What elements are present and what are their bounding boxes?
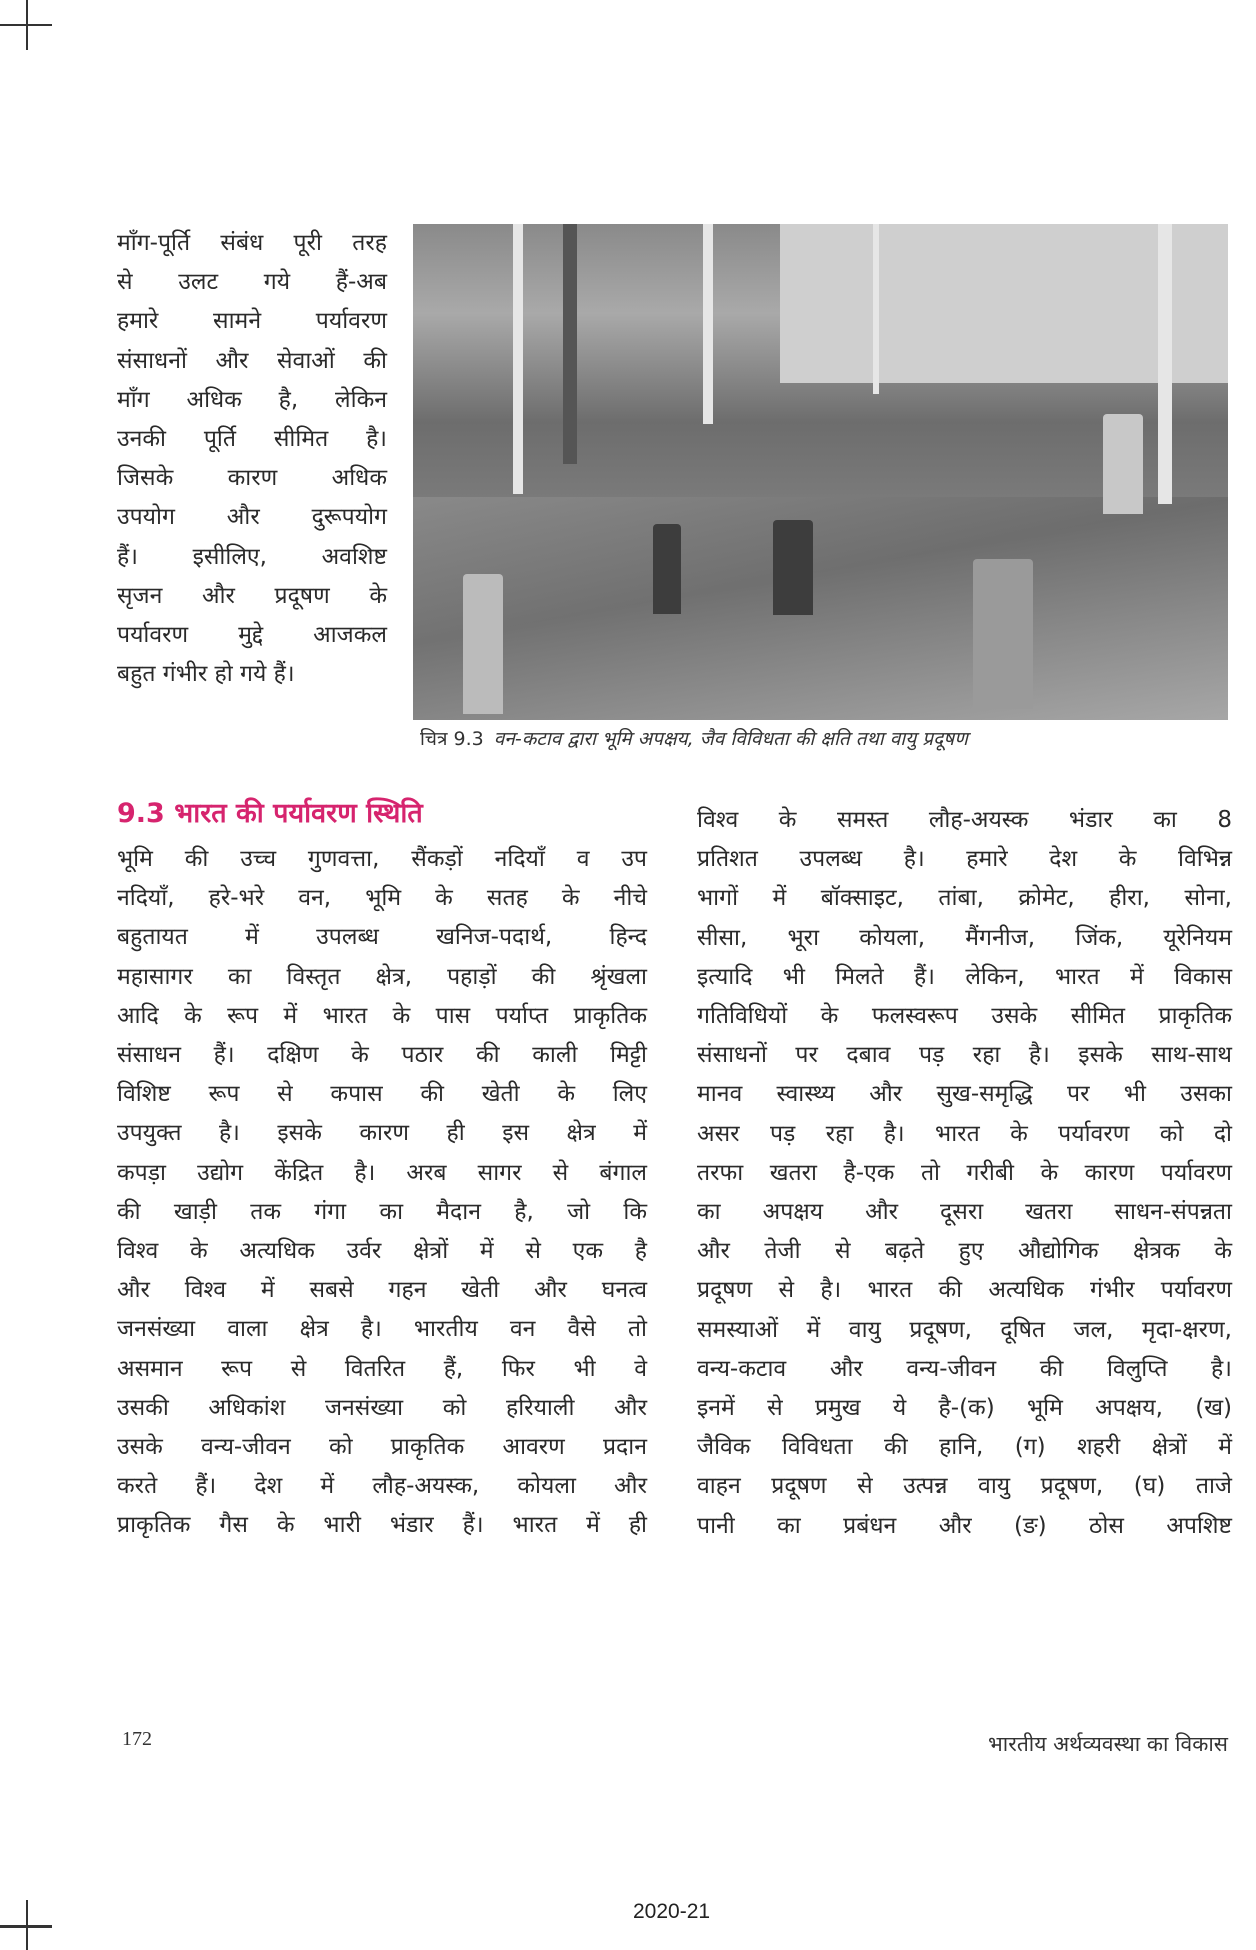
- text-line: महासागर का विस्तृत क्षेत्र, पहाड़ों की श्रृंखला: [117, 963, 647, 990]
- text-line: विश्व के समस्त लौह-अयस्क भंडार का 8: [697, 807, 1232, 833]
- text-line: माँग-पूर्ति संबंध पूरी तरह: [117, 230, 387, 256]
- text-line: और विश्व में सबसे गहन खेती और घनत्व: [117, 1277, 647, 1304]
- photo-stump: [653, 524, 681, 614]
- figure-caption-text: वन-कटाव द्वारा भूमि अपक्षय, जैव विविधता की क्षति तथा वायु प्रदूषण: [493, 728, 968, 750]
- right-column-paragraph: [697, 801, 1232, 1546]
- photo-tree-trunk: [873, 224, 879, 394]
- text-line: हैं। इसीलिए, अवशिष्ट: [117, 543, 387, 570]
- text-line: समस्याओं में वायु प्रदूषण, दूषित जल, मृदा-क्षरण,: [697, 1316, 1232, 1343]
- photo-tree-trunk: [1158, 224, 1172, 504]
- text-line: विशिष्ट रूप से कपास की खेती के लिए: [117, 1081, 647, 1108]
- text-line: संसाधनों और सेवाओं की: [117, 347, 387, 374]
- text-line: जनसंख्या वाला क्षेत्र है। भारतीय वन वैसे तो: [117, 1316, 647, 1343]
- text-line: बहुतायत में उपलब्ध खनिज-पदार्थ, हिन्द: [117, 924, 647, 951]
- text-line: वाहन प्रदूषण से उत्पन्न वायु प्रदूषण, (घ) ताजे: [697, 1473, 1232, 1500]
- photo-stump: [1103, 414, 1143, 514]
- text-line: इत्यादि भी मिलते हैं। लेकिन, भारत में विकास: [697, 963, 1232, 990]
- text-line: सीसा, भूरा कोयला, मैंगनीज, जिंक, यूरेनियम: [697, 924, 1232, 951]
- text-line: सृजन और प्रदूषण के: [117, 582, 387, 609]
- crop-mark-bottom-v: [26, 1900, 28, 1950]
- text-line: माँग अधिक है, लेकिन: [117, 386, 387, 413]
- text-line: का अपक्षय और दूसरा खतरा साधन-संपन्नता: [697, 1199, 1232, 1226]
- text-line: से उलट गये हैं-अब: [117, 269, 387, 296]
- photo-stump: [463, 574, 503, 714]
- photo-tree-trunk: [563, 224, 577, 464]
- photo-tree-trunk: [703, 224, 713, 424]
- text-line: करते हैं। देश में लौह-अयस्क, कोयला और: [117, 1473, 647, 1500]
- text-line: भागों में बॉक्साइट, तांबा, क्रोमेट, हीरा, सोना,: [697, 885, 1232, 912]
- text-line: जिसके कारण अधिक: [117, 465, 387, 492]
- photo-stump: [773, 520, 813, 615]
- text-line: गतिविधियों के फलस्वरूप उसके सीमित प्राकृतिक: [697, 1003, 1232, 1030]
- text-line: नदियाँ, हरे-भरे वन, भूमि के सतह के नीचे: [117, 885, 647, 912]
- text-line: जैविक विविधता की हानि, (ग) शहरी क्षेत्रों में: [697, 1434, 1232, 1461]
- text-line: संसाधन हैं। दक्षिण के पठार की काली मिट्टी: [117, 1042, 647, 1069]
- text-line: उपयोग और दुरूपयोग: [117, 504, 387, 531]
- text-line: हमारे सामने पर्यावरण: [117, 308, 387, 335]
- crop-mark-top-v: [26, 0, 28, 50]
- text-line: उसके वन्य-जीवन को प्राकृतिक आवरण प्रदान: [117, 1434, 647, 1461]
- text-line: प्रदूषण से है। भारत की अत्यधिक गंभीर पर्यावरण: [697, 1277, 1232, 1304]
- text-line: प्रतिशत उपलब्ध है। हमारे देश के विभिन्न: [697, 846, 1232, 873]
- text-line: बहुत गंभीर हो गये हैं।: [117, 661, 295, 688]
- text-line: असर पड़ रहा है। भारत के पर्यावरण को दो: [697, 1120, 1232, 1147]
- text-line: उनकी पूर्ति सीमित है।: [117, 426, 387, 453]
- text-line: पर्यावरण मुद्दे आजकल: [117, 622, 387, 649]
- text-line: कपड़ा उद्योग केंद्रित है। अरब सागर से बंगाल: [117, 1159, 647, 1186]
- figure-label: चित्र 9.3: [420, 728, 484, 750]
- text-line: वन्य-कटाव और वन्य-जीवन की विलुप्ति है।: [697, 1355, 1232, 1382]
- text-line: उसकी अधिकांश जनसंख्या को हरियाली और: [117, 1394, 647, 1421]
- text-line: इनमें से प्रमुख ये है-(क) भूमि अपक्षय, (ख): [697, 1395, 1232, 1422]
- photo-ground: [413, 497, 1228, 720]
- text-line: असमान रूप से वितरित हैं, फिर भी वे: [117, 1355, 647, 1382]
- text-line: पानी का प्रबंधन और (ङ) ठोस अपशिष्ट: [697, 1512, 1232, 1539]
- side-paragraph: [117, 224, 387, 694]
- deforestation-photo: [413, 224, 1228, 720]
- text-line: भूमि की उच्च गुणवत्ता, सैंकड़ों नदियाँ व उप: [117, 846, 647, 872]
- text-line: विश्व के अत्यधिक उर्वर क्षेत्रों में से एक है: [117, 1238, 647, 1265]
- text-line: और तेजी से बढ़ते हुए औद्योगिक क्षेत्रक के: [697, 1238, 1232, 1265]
- text-line: मानव स्वास्थ्य और सुख-समृद्धि पर भी उसका: [697, 1081, 1232, 1108]
- section-heading: 9.3 भारत की पर्यावरण स्थिति: [117, 798, 423, 829]
- photo-tree-trunk: [513, 224, 523, 494]
- left-column-paragraph: [117, 840, 647, 1546]
- text-line: की खाड़ी तक गंगा का मैदान है, जो कि: [117, 1198, 647, 1225]
- text-line: आदि के रूप में भारत के पास पर्याप्त प्राकृतिक: [117, 1002, 647, 1029]
- edition-year: 2020-21: [633, 1900, 711, 1923]
- figure-caption: [420, 725, 1230, 751]
- page-number: 172: [122, 1728, 152, 1750]
- text-line: उपयुक्त है। इसके कारण ही इस क्षेत्र में: [117, 1120, 647, 1147]
- photo-stump: [973, 559, 1033, 709]
- book-title: भारतीय अर्थव्यवस्था का विकास: [988, 1732, 1228, 1756]
- text-line: संसाधनों पर दबाव पड़ रहा है। इसके साथ-साथ: [697, 1042, 1232, 1069]
- text-line: तरफा खतरा है-एक तो गरीबी के कारण पर्यावरण: [697, 1159, 1232, 1186]
- text-line: प्राकृतिक गैस के भारी भंडार हैं। भारत में ही: [117, 1512, 647, 1539]
